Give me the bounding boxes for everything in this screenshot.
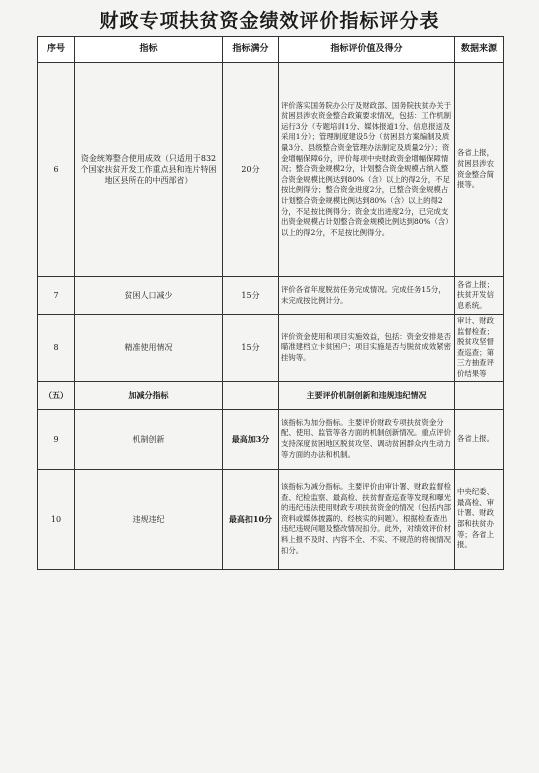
row-source [455, 381, 504, 409]
row-no: 10 [38, 469, 75, 569]
row-desc: 评价资金使用和项目实施效益，包括：资金安排是否瞄准建档立卡贫困户；项目实施是否与脱贫成效紧密挂钩等。 [279, 315, 455, 382]
header-source: 数据来源 [455, 37, 504, 63]
header-no: 序号 [38, 37, 75, 63]
row-score: 15分 [223, 315, 279, 382]
table-row [38, 469, 504, 569]
row-score: 最高加3分 [223, 409, 279, 469]
row-desc: 该指标为加分指标。主要评价财政专项扶贫资金分配、使用、监管等各方面的机制创新情况。重点评价支持深度贫困地区脱贫攻坚、调动贫困群众内生动力等方面的办法和机制。 [279, 409, 455, 469]
row-score: 20分 [223, 63, 279, 277]
row-score [223, 381, 279, 409]
table-row [38, 381, 504, 409]
row-no: （五） [38, 381, 75, 409]
header-desc: 指标评价值及得分 [279, 37, 455, 63]
row-no: 7 [38, 277, 75, 315]
row-indicator: 精准使用情况 [75, 315, 223, 382]
row-indicator: 加减分指标 [75, 381, 223, 409]
row-score: 最高扣10分 [223, 469, 279, 569]
row-score: 15分 [223, 277, 279, 315]
header-score: 指标满分 [223, 37, 279, 63]
table-row [38, 277, 504, 315]
table-row [38, 63, 504, 277]
row-indicator: 违规违纪 [75, 469, 223, 569]
row-no: 9 [38, 409, 75, 469]
row-no: 6 [38, 63, 75, 277]
row-indicator: 贫困人口减少 [75, 277, 223, 315]
evaluation-table [37, 36, 504, 570]
row-source: 各省上报，贫困县涉农资金整合简报等。 [455, 63, 504, 277]
table-header-row [38, 37, 504, 63]
page-title: 财政专项扶贫资金绩效评价指标评分表 [99, 10, 440, 32]
table-row [38, 315, 504, 382]
row-indicator: 机制创新 [75, 409, 223, 469]
row-desc: 评价各省年度脱贫任务完成情况。完成任务15分，未完成按比例计分。 [279, 277, 455, 315]
row-desc: 主要评价机制创新和违规违纪情况 [279, 381, 455, 409]
table-row [38, 409, 504, 469]
row-source: 各省上报；扶贫开发信息系统。 [455, 277, 504, 315]
row-desc: 评价落实国务院办公厅及财政部、国务院扶贫办关于贫困县涉农资金整合政策要求情况，包括：工作机制运行3分（专题培训1分、媒体报道1分、信息报送及采用1分）；管理制度建设5分（贫困县方案编制及质量3分、县级整合资金管理办法制定及质量2分）；资金增幅保障6分，评价每项中央财政资金增幅保障情况；整合资金规模2分，计划整合资金规模占纳入整合资金规模比例达到80%（含）以上的得2分，不足按比例得分；整合资金进度2分，已整合资金规模占计划整合资金规模比例达到80%（含）以上的得2分，不足按比例得分；资金支出进度2分，已完成支出资金规模占计划整合资金规模比例达到80%（含）以上的得2分，不足按比例得分。 [279, 63, 455, 277]
row-source: 审计、财政监督检查；脱贫攻坚督查巡查；第三方抽查评价结果等 [455, 315, 504, 382]
row-indicator: 资金统筹整合使用成效（只适用于832个国家扶贫开发工作重点县和连片特困地区县所在的中西部省） [75, 63, 223, 277]
row-source: 各省上报。 [455, 409, 504, 469]
row-source: 中央纪委、最高检、审计署、财政部和扶贫办等；各省上报。 [455, 469, 504, 569]
header-indicator: 指标 [75, 37, 223, 63]
row-no: 8 [38, 315, 75, 382]
row-desc: 该指标为减分指标。主要评价由审计署、财政监督检查、纪检监察、最高检、扶贫督查巡查等发现和曝光的违纪违法使用财政专项扶贫资金的情况（包括内部资料或媒体披露的、经核实的问题）。根据检查查出违纪违规问题及整改情况扣分。此外，对绩效评价材料上报不及时、内容不全、不实、不规范的将视情况扣分。 [279, 469, 455, 569]
